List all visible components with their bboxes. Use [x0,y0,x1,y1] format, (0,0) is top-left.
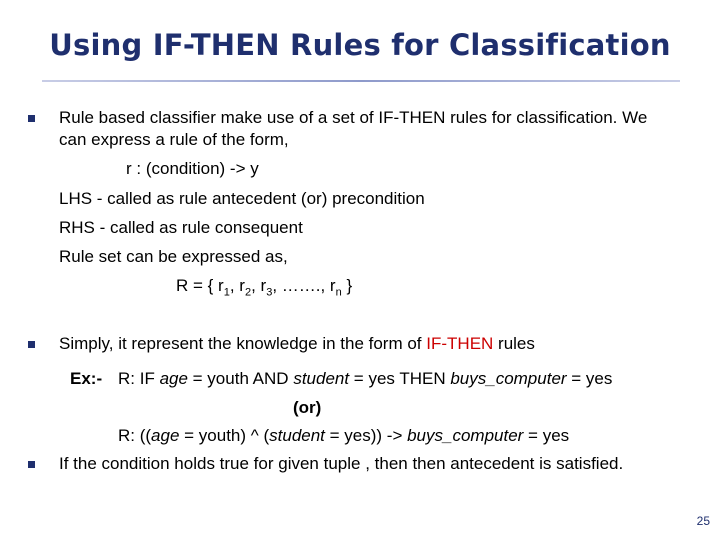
bullet3-text: If the condition holds true for given tuple , then then antecedent is satisfied. [59,454,624,473]
bullet1-line1: Rule based classifier make use of a set of IF-THEN rules for classification. We [59,108,648,127]
example-or: (or) [293,398,322,417]
bullet1-line2: can express a rule of the form, [59,130,289,149]
ruleset-intro: Rule set can be expressed as, [59,247,288,266]
example-rule-1: R: IF age = youth AND student = yes THEN buys_computer = yes [118,369,613,388]
example-rule-2: R: ((age = youth) ^ (student = yes)) -> buys_computer = yes [118,426,570,445]
slide-title: Using IF-THEN Rules for Classification [49,28,671,62]
rule-form: r : (condition) -> y [126,159,259,178]
bullet-square-icon [28,461,35,468]
lhs-definition: LHS - called as rule antecedent (or) precondition [59,189,425,208]
bullet2-text: Simply, it represent the knowledge in the form of IF-THEN rules [59,334,535,353]
ruleset-expression: R = { $r_1$, $r_2$, $r_3$, ……., $r_n$ } [176,276,353,299]
page-number: 25 [696,514,710,528]
title-underline [42,80,680,82]
example-label: Ex:- [70,369,103,388]
rhs-definition: RHS - called as rule consequent [59,218,303,237]
bullet-square-icon [28,341,35,348]
bullet-square-icon [28,115,35,122]
